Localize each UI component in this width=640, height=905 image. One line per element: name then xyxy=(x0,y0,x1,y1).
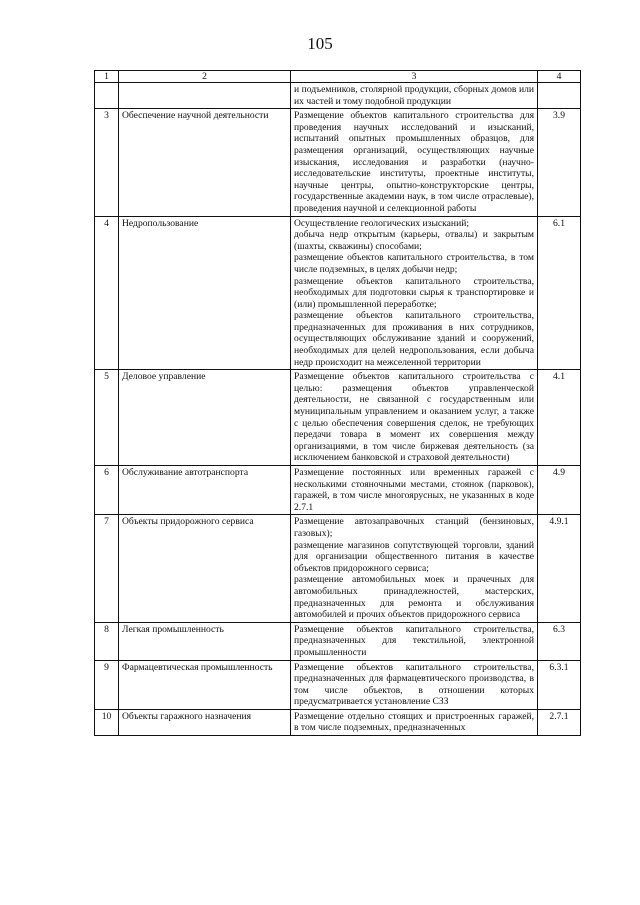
table-row xyxy=(95,515,581,622)
description-paragraph: добыча недр открытым (карьеры, отвалы) и закрытым (шахты, скважины) способами; xyxy=(294,229,534,252)
header-col-1: 1 xyxy=(95,71,119,83)
row-number: 7 xyxy=(95,515,119,622)
description-paragraph: Размещение объектов капитального строительства, предназначенных для фармацевтического производства, в том числе объектов, в отношении которых предусматривается установление СЗЗ xyxy=(294,661,534,708)
row-number: 8 xyxy=(95,622,119,660)
land-use-type: Объекты гаражного назначения xyxy=(119,709,291,735)
continuation-code xyxy=(538,83,581,109)
description-paragraph: размещение объектов капитального строительства, в том числе подземных, в целях добычи недр; xyxy=(294,252,534,275)
description-paragraph: Осуществление геологических изысканий; xyxy=(294,217,469,229)
description-paragraph: Размещение объектов капитального строительства для проведения научных исследований и изысканий, испытаний опытных промышленных образцов, для размещения организаций, осуществляющих научные изыскания, исследования и разработки (научно-исследовательские институты, проектные институты, научные центры, опытно-конструкторские центры, государственные академии наук, в том числе отраслевые), проведения научной и селекционной работы xyxy=(294,110,534,214)
continuation-num xyxy=(95,83,119,109)
land-use-description xyxy=(291,216,538,370)
table-row xyxy=(95,622,581,660)
row-number: 10 xyxy=(95,709,119,735)
page-number: 105 xyxy=(307,34,333,53)
land-use-description xyxy=(291,466,538,515)
land-use-type: Легкая промышленность xyxy=(119,622,291,660)
row-number: 5 xyxy=(95,370,119,466)
land-use-description xyxy=(291,622,538,660)
classifier-code: 4.9.1 xyxy=(538,515,581,622)
table-row xyxy=(95,216,581,370)
table-row xyxy=(95,660,581,709)
table-row xyxy=(95,466,581,515)
land-use-description xyxy=(291,370,538,466)
continuation-name xyxy=(119,83,291,109)
table-row xyxy=(95,109,581,216)
continuation-description: и подъемников, столярной продукции, сборных домов или их частей и тому подобной продукции xyxy=(291,83,538,109)
description-paragraph: размещение объектов капитального строительства, предназначенных для проживания в них сотрудников, осуществляющих обслуживание зданий и сооружений, необходимых для целей недропользования, если добыча недр происходит на межселенной территории xyxy=(294,310,534,368)
classifier-code: 4.1 xyxy=(538,370,581,466)
classifier-code: 6.3 xyxy=(538,622,581,660)
land-use-description xyxy=(291,515,538,622)
land-use-type: Недропользование xyxy=(119,216,291,370)
land-use-description xyxy=(291,660,538,709)
description-paragraph: Размещение отдельно стоящих и пристроенных гаражей, в том числе подземных, предназначенных xyxy=(294,710,534,734)
row-number: 6 xyxy=(95,466,119,515)
description-paragraph: размещение автомобильных моек и прачечных для автомобильных принадлежностей, мастерских, предназначенных для ремонта и обслуживания автомобилей и прочих объектов придорожного сервиса xyxy=(294,574,534,621)
row-number: 3 xyxy=(95,109,119,216)
land-use-type: Объекты придорожного сервиса xyxy=(119,515,291,622)
description-paragraph: Размещение объектов капитального строительства, предназначенных для текстильной, электронной промышленности xyxy=(294,623,534,658)
land-use-description xyxy=(291,109,538,216)
description-paragraph: Размещение постоянных или временных гаражей с несколькими стояночными местами, стоянок (парковок), гаражей, в том числе многоярусных, не указанных в коде 2.7.1 xyxy=(294,467,534,513)
row-number: 4 xyxy=(95,216,119,370)
classifier-code: 3.9 xyxy=(538,109,581,216)
classifier-code: 6.1 xyxy=(538,216,581,370)
description-paragraph: размещение магазинов сопутствующей торговли, зданий для организации общественного питания в качестве объектов придорожного сервиса; xyxy=(294,539,534,574)
description-paragraph: размещение объектов капитального строительства, необходимых для подготовки сырья к транспортировке и (или) промышленной переработке; xyxy=(294,275,534,310)
land-use-type: Обеспечение научной деятельности xyxy=(119,109,291,216)
table-row xyxy=(95,370,581,466)
header-col-3: 3 xyxy=(291,71,538,83)
row-number: 9 xyxy=(95,660,119,709)
land-use-type: Фармацевтическая промышленность xyxy=(119,660,291,709)
land-use-description xyxy=(291,709,538,735)
header-col-4: 4 xyxy=(538,71,581,83)
table-header-row xyxy=(95,71,581,83)
classifier-code: 2.7.1 xyxy=(538,709,581,735)
table-row xyxy=(95,709,581,735)
description-paragraph: Размещение объектов капитального строительства с целью: размещения объектов управленческой деятельности, не связанной с государственным или муниципальным управлением и оказанием услуг, а также с целью обеспечения совершения сделок, не требующих передачи товара в момент их совершения между организациями, в том числе биржевая деятельность (за исключением банковской и страховой деятельности) xyxy=(294,371,534,464)
classifier-code: 4.9 xyxy=(538,466,581,515)
land-use-type: Обслуживание автотранспорта xyxy=(119,466,291,515)
header-col-2: 2 xyxy=(119,71,291,83)
continuation-row xyxy=(95,83,581,109)
land-use-table xyxy=(94,70,581,736)
land-use-type: Деловое управление xyxy=(119,370,291,466)
description-paragraph: Размещение автозаправочных станций (бензиновых, газовых); xyxy=(294,516,534,539)
classifier-code: 6.3.1 xyxy=(538,660,581,709)
